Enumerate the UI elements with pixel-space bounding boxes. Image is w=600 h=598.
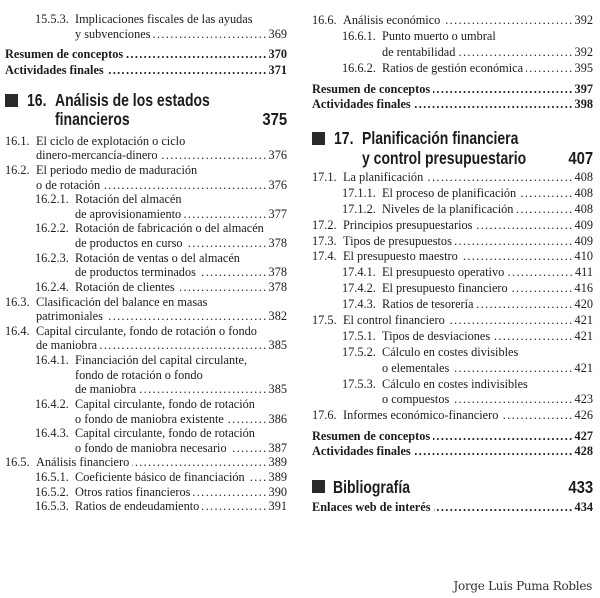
section-title: Rotación de ventas o del almacén: [75, 250, 240, 265]
section-title: Ratios de endeudamiento: [75, 499, 200, 514]
toc-entry[interactable]: [5, 280, 287, 295]
toc-entry[interactable]: [312, 28, 593, 60]
section-title: Informes económico-financiero: [343, 408, 499, 423]
section-number: 17.1.2.: [342, 201, 376, 216]
toc-entry-line: [5, 309, 287, 324]
section-title: Tipos de presupuestos: [343, 233, 452, 248]
dot-leader: [519, 186, 573, 202]
toc-entry-line: [312, 186, 593, 202]
page-number: 376: [268, 177, 287, 192]
dot-leader: [193, 485, 267, 500]
section-number: 16.5.1.: [35, 470, 69, 485]
toc-entry-line: [312, 377, 593, 393]
toc-entry-line: [312, 60, 593, 76]
page-number: 421: [574, 360, 593, 375]
section-number: 16.6.: [312, 13, 337, 27]
section-title: o fondo de maniobra existente: [75, 411, 224, 426]
toc-entry-line: [5, 426, 287, 441]
toc-entry-line: [5, 412, 287, 427]
toc-entry[interactable]: [5, 455, 287, 470]
dot-leader: [106, 309, 268, 324]
chapter-heading: [312, 477, 593, 497]
dot-leader: [103, 178, 267, 193]
toc-entry-line: [5, 27, 287, 42]
section-title: Rotación de fabricación o del almacén: [75, 221, 264, 236]
section-number: 17.3.: [312, 233, 337, 248]
section-number: 17.5.3.: [342, 376, 376, 391]
section-title: Niveles de la planificación: [382, 201, 514, 216]
page-number: 427: [574, 429, 593, 444]
dot-leader: [433, 82, 573, 97]
section-title: Otros ratios financieros: [75, 484, 191, 499]
dot-leader: [139, 382, 267, 397]
toc-entry[interactable]: [312, 60, 593, 76]
section-title: de productos en curso: [75, 236, 183, 251]
toc-entry-line: [5, 353, 287, 368]
dot-leader: [433, 429, 573, 444]
dot-leader: [526, 60, 574, 76]
page-number: 389: [268, 470, 287, 485]
toc-entry[interactable]: [312, 234, 593, 250]
page-number: 385: [268, 338, 287, 353]
section-title: Capital circulante, fondo de rotación o fondo: [36, 323, 257, 338]
toc-entry[interactable]: [312, 429, 593, 444]
toc-entry[interactable]: [312, 82, 593, 97]
toc-entry[interactable]: [312, 170, 593, 186]
page-number: 434: [574, 500, 593, 515]
toc-entry[interactable]: [5, 470, 287, 485]
dot-leader: [199, 265, 268, 280]
page-number: 423: [574, 392, 593, 407]
section-title: Ratios de gestión económica: [382, 61, 524, 75]
section-title: El periodo medio de maduración: [36, 162, 198, 177]
section-title: El control financiero: [343, 313, 445, 328]
section-title: La planificación: [343, 170, 424, 184]
toc-entry-line: [312, 281, 593, 297]
section-number: 15.5.3.: [35, 11, 69, 26]
toc-entry-line: [5, 12, 287, 27]
toc-entry-line: [5, 236, 287, 251]
page-number: 421: [574, 313, 593, 328]
toc-entry-line: [312, 218, 593, 234]
section-list: [312, 12, 593, 76]
toc-entry[interactable]: [5, 397, 287, 426]
chapter-heading: [5, 91, 287, 129]
toc-entry-line: [312, 234, 593, 250]
toc-entry-line: [312, 313, 593, 329]
section-title: o elementales: [382, 360, 450, 375]
section-number: 16.2.: [5, 162, 30, 177]
toc-entry[interactable]: [312, 377, 593, 409]
section-number: 16.5.: [5, 455, 30, 470]
dot-leader: [161, 148, 268, 163]
chapter-page: 407: [568, 148, 593, 168]
square-bullet-icon: [5, 94, 18, 107]
page-number: 371: [268, 63, 287, 77]
toc-entry-line: [312, 28, 593, 44]
page-number: 390: [268, 484, 287, 499]
page-number: 369: [268, 26, 287, 41]
toc-entry-line: [5, 485, 287, 500]
entry-title: Actividades finales: [312, 96, 411, 111]
toc-entry-line: [5, 455, 287, 470]
dot-leader: [227, 412, 268, 427]
section-number: 17.4.: [312, 249, 337, 264]
toc-entry-line: [5, 368, 287, 383]
dot-leader: [458, 44, 573, 60]
summary-block: [5, 46, 287, 78]
dot-leader: [516, 202, 573, 218]
dot-leader: [443, 12, 573, 28]
toc-entry[interactable]: [5, 426, 287, 455]
toc-entry[interactable]: [312, 329, 593, 345]
dot-leader: [452, 392, 573, 408]
page-number: 397: [574, 81, 593, 96]
section-number: 16.3.: [5, 294, 30, 309]
dot-leader: [475, 218, 573, 234]
toc-entry-line: [5, 148, 287, 163]
section-title: de rentabilidad: [382, 45, 456, 59]
section-title: Cálculo en costes divisibles: [382, 344, 519, 359]
page-number: 370: [268, 47, 287, 61]
page-number: 386: [268, 411, 287, 426]
toc-entry[interactable]: [312, 500, 593, 515]
summary-block: [312, 500, 593, 515]
section-title: o compuestos: [382, 392, 450, 407]
section-title: Ratios de tesorería: [382, 297, 474, 312]
dot-leader: [126, 46, 267, 62]
section-title: Principios presupuestarios: [343, 217, 473, 232]
section-number: 17.6.: [312, 408, 337, 423]
section-number: 16.5.3.: [35, 499, 69, 514]
section-title: o fondo de maniobra necesario: [75, 440, 227, 455]
page-number: 408: [574, 185, 593, 200]
square-bullet-icon: [312, 132, 325, 145]
section-number: 17.1.1.: [342, 185, 376, 200]
section-title: El presupuesto operativo: [382, 265, 505, 280]
page-number: 428: [574, 444, 593, 459]
chapter-page: 433: [568, 476, 593, 497]
toc-entry[interactable]: [5, 46, 287, 62]
toc-entry-line: [5, 295, 287, 310]
dot-leader: [493, 329, 573, 345]
dot-leader: [414, 444, 574, 459]
section-number: 17.1.: [312, 170, 337, 184]
page-number: 382: [268, 309, 287, 324]
heading-line: [312, 148, 593, 168]
section-title: Implicaciones fiscales de las ayudas: [75, 11, 253, 26]
entry-title: Actividades finales: [5, 63, 104, 77]
section-number: 17.4.3.: [342, 297, 376, 312]
toc-entry[interactable]: [5, 485, 287, 500]
heading-line: [5, 110, 287, 129]
page-number: 408: [574, 170, 593, 184]
section-number: 16.1.: [5, 133, 30, 148]
section-title: El ciclo de explotación o ciclo: [36, 133, 186, 148]
dot-leader: [434, 500, 574, 515]
section-number: 17.5.2.: [342, 344, 376, 359]
page-number: 377: [268, 206, 287, 221]
section-title: Cálculo en costes indivisibles: [382, 376, 528, 391]
toc-entry[interactable]: [312, 313, 593, 329]
chapter-number: 16.: [27, 89, 47, 110]
toc-entry-line: [5, 134, 287, 149]
section-number: 16.2.1.: [35, 192, 69, 207]
toc-entry-line: [5, 470, 287, 485]
section-title: o de rotación: [36, 177, 101, 192]
page-number: 378: [268, 279, 287, 294]
dot-leader: [452, 361, 573, 377]
toc-entry-line: [312, 202, 593, 218]
section-title: Financiación del capital circulante,: [75, 353, 248, 368]
section-title: de maniobra: [36, 338, 98, 353]
toc-entry[interactable]: [312, 186, 593, 202]
dot-leader: [202, 499, 267, 514]
section-number: 16.4.3.: [35, 426, 69, 441]
dot-leader: [107, 62, 268, 78]
toc-entry-line: [5, 251, 287, 266]
section-number: 16.6.2.: [342, 61, 376, 75]
toc-entry-line: [5, 265, 287, 280]
chapter-title: y control presupuestario: [362, 148, 527, 168]
dot-leader: [186, 236, 268, 251]
dot-leader: [461, 249, 574, 265]
heading-line: [5, 91, 287, 110]
chapter-title: Bibliografía: [333, 476, 411, 497]
chapter-title: Análisis de los estados: [55, 89, 210, 110]
section-number: 17.2.: [312, 217, 337, 232]
page-number: 376: [268, 148, 287, 163]
toc-entry-line: [312, 408, 593, 424]
toc-entry[interactable]: [312, 97, 593, 112]
dot-leader: [501, 408, 573, 424]
page-number: 410: [574, 249, 593, 264]
section-list: [5, 134, 287, 514]
square-bullet-icon: [312, 480, 325, 493]
entry-title: Actividades finales: [312, 444, 411, 459]
page-number: 408: [574, 201, 593, 216]
toc-entry-line: [312, 329, 593, 345]
toc-entry-line: [5, 178, 287, 193]
section-title: de maniobra: [75, 382, 137, 397]
page-number: 378: [268, 236, 287, 251]
page-number: 409: [574, 233, 593, 248]
toc-entry[interactable]: [5, 324, 287, 353]
page-number: 426: [574, 408, 593, 423]
section-number: 16.4.1.: [35, 353, 69, 368]
section-number: 17.4.2.: [342, 281, 376, 296]
section-title: y subvenciones: [75, 26, 151, 41]
section-title: de productos terminados: [75, 265, 196, 280]
toc-entry[interactable]: [312, 218, 593, 234]
toc-entry-line: [312, 44, 593, 60]
dot-leader: [426, 170, 573, 186]
toc-entry-line: [5, 221, 287, 236]
toc-entry[interactable]: [5, 192, 287, 221]
entry-title: Resumen de conceptos: [5, 47, 124, 61]
toc-entry-line: [5, 338, 287, 353]
toc-entry-line: [5, 397, 287, 412]
section-list: [5, 12, 287, 42]
summary-block: [312, 82, 593, 112]
section-title: de aprovisionamiento: [75, 206, 182, 221]
toc-entry-line: [5, 324, 287, 339]
toc-entry[interactable]: [312, 408, 593, 424]
dot-leader: [455, 234, 574, 250]
heading-line: [312, 477, 593, 497]
dot-leader: [100, 338, 267, 353]
section-title: El presupuesto financiero: [382, 281, 508, 296]
toc-entry-line: [312, 297, 593, 313]
section-title: Capital circulante, fondo de rotación: [75, 426, 255, 441]
page-number: 385: [268, 382, 287, 397]
page-number: 411: [575, 265, 593, 280]
section-title: El presupuesto maestro: [343, 249, 458, 264]
page-number: 416: [574, 281, 593, 296]
page-number: 391: [268, 499, 287, 514]
dot-leader: [132, 455, 267, 470]
toc-entry-line: [312, 249, 593, 265]
section-number: 17.5.: [312, 313, 337, 328]
section-title: Capital circulante, fondo de rotación: [75, 396, 255, 411]
toc-entry[interactable]: [312, 202, 593, 218]
section-number: 16.2.2.: [35, 221, 69, 236]
dot-leader: [507, 265, 574, 281]
page-number: 420: [574, 297, 593, 312]
toc-right-column: [312, 0, 593, 515]
chapter-heading: [312, 128, 593, 168]
toc-entry-line: [5, 207, 287, 222]
toc-entry[interactable]: [312, 345, 593, 377]
section-list: [312, 170, 593, 424]
page-number: 395: [574, 61, 593, 75]
chapter-title: financieros: [55, 108, 130, 129]
toc-entry-line: [312, 170, 593, 186]
page-number: 387: [268, 440, 287, 455]
chapter-number: 17.: [334, 128, 354, 148]
section-title: Análisis económico: [343, 13, 441, 27]
section-number: 17.5.1.: [342, 328, 376, 343]
toc-entry-line: [312, 392, 593, 408]
section-title: dinero-mercancía-dinero: [36, 148, 158, 163]
toc-entry[interactable]: [312, 265, 593, 281]
section-title: Tipos de desviaciones: [382, 328, 491, 343]
toc-entry[interactable]: [312, 12, 593, 28]
section-title: Rotación del almacén: [75, 192, 182, 207]
toc-entry-line: [5, 382, 287, 397]
section-number: 16.2.3.: [35, 250, 69, 265]
toc-entry[interactable]: [312, 444, 593, 459]
section-title: patrimoniales: [36, 309, 103, 324]
section-number: 17.4.1.: [342, 265, 376, 280]
chapter-page: 375: [262, 108, 287, 129]
page-number: 421: [574, 328, 593, 343]
section-number: 16.5.2.: [35, 484, 69, 499]
dot-leader: [184, 207, 267, 222]
entry-title: Resumen de conceptos: [312, 429, 431, 444]
section-title: El proceso de planificación: [382, 185, 517, 200]
page-number: 392: [574, 13, 593, 27]
toc-entry[interactable]: [5, 12, 287, 42]
toc-entry[interactable]: [5, 353, 287, 397]
section-title: Coeficiente básico de financiación: [75, 470, 245, 485]
summary-block: [312, 429, 593, 459]
page-number: 389: [268, 455, 287, 470]
entry-title: Enlaces web de interés: [312, 500, 431, 515]
dot-leader: [448, 313, 574, 329]
page-number: 398: [574, 96, 593, 111]
toc-entry-line: [5, 499, 287, 514]
section-number: 16.2.4.: [35, 279, 69, 294]
heading-line: [312, 128, 593, 148]
toc-entry[interactable]: [312, 249, 593, 265]
toc-entry-line: [312, 265, 593, 281]
dot-leader: [230, 441, 268, 456]
toc-entry-line: [312, 361, 593, 377]
dot-leader: [511, 281, 574, 297]
dot-leader: [178, 280, 268, 295]
toc-entry[interactable]: [312, 281, 593, 297]
section-title: fondo de rotación o fondo: [75, 367, 203, 382]
toc-entry-line: [5, 280, 287, 295]
page-number: 392: [574, 45, 593, 59]
dot-leader: [477, 297, 574, 313]
section-title: Análisis financiero: [36, 455, 130, 470]
toc-entry-line: [312, 345, 593, 361]
section-title: Punto muerto o umbral: [382, 29, 496, 43]
page-number: 409: [574, 217, 593, 232]
toc-entry[interactable]: [312, 297, 593, 313]
section-number: 16.4.2.: [35, 396, 69, 411]
dot-leader: [153, 27, 267, 42]
page-number: 378: [268, 265, 287, 280]
toc-entry[interactable]: [5, 221, 287, 250]
toc-entry[interactable]: [5, 251, 287, 280]
toc-entry[interactable]: [5, 163, 287, 192]
entry-title: Resumen de conceptos: [312, 81, 431, 96]
toc-entry-line: [5, 441, 287, 456]
author-signature: Jorge Luis Puma Robles: [453, 579, 592, 593]
toc-left-column: [5, 0, 287, 514]
dot-leader: [248, 470, 268, 485]
toc-entry-line: [5, 163, 287, 178]
dot-leader: [414, 97, 574, 112]
toc-entry[interactable]: [5, 499, 287, 514]
toc-entry[interactable]: [5, 62, 287, 78]
section-number: 16.6.1.: [342, 29, 376, 43]
toc-entry[interactable]: [5, 134, 287, 163]
toc-entry-line: [312, 12, 593, 28]
toc-entry[interactable]: [5, 295, 287, 324]
section-title: Rotación de clientes: [75, 279, 175, 294]
section-number: 16.4.: [5, 323, 30, 338]
chapter-title: Planificación financiera: [362, 128, 519, 148]
toc-entry-line: [5, 192, 287, 207]
section-title: Clasificación del balance en masas: [36, 294, 208, 309]
